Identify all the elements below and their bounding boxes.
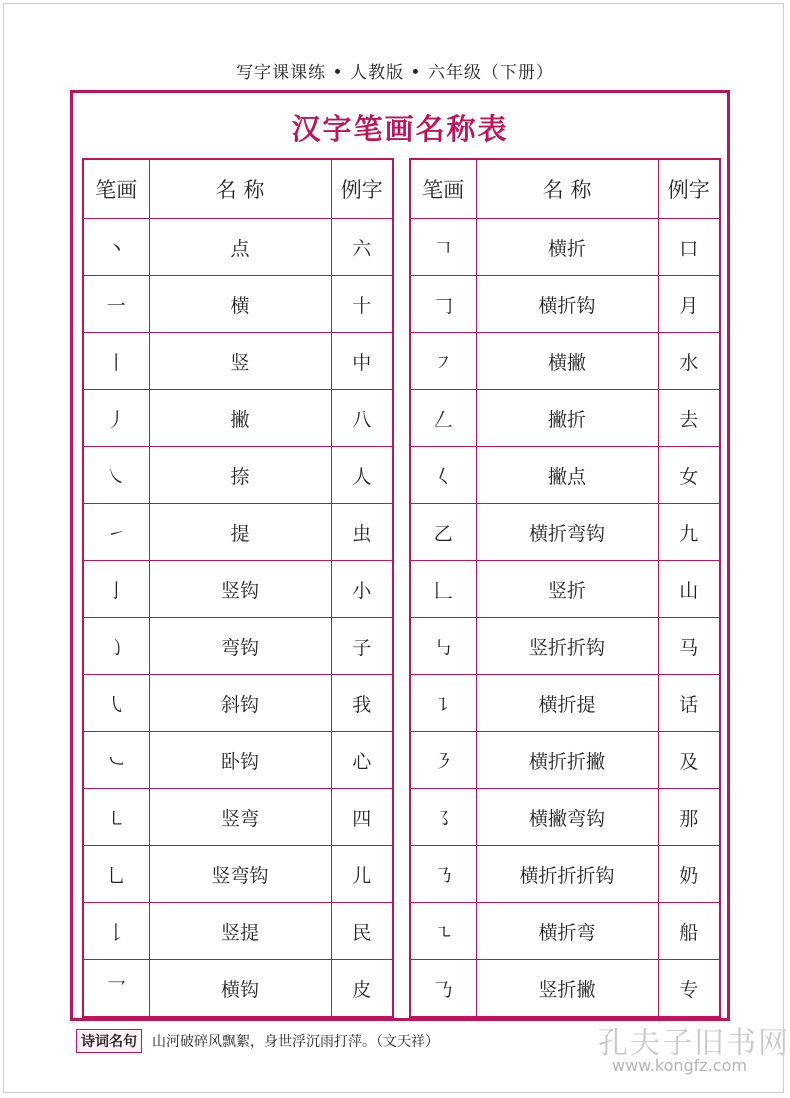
stroke-name: 横钩	[149, 960, 331, 1018]
example-char: 子	[331, 618, 393, 675]
example-char: 那	[658, 789, 720, 846]
column-header-example: 例字	[331, 159, 393, 219]
table-row	[83, 960, 393, 1018]
stroke-glyph: 丶	[83, 219, 149, 276]
table-header-row	[410, 159, 720, 219]
stroke-name: 横撇弯钩	[476, 789, 658, 846]
example-char: 及	[658, 732, 720, 789]
stroke-name: 卧钩	[149, 732, 331, 789]
table-row	[410, 504, 720, 561]
table-row	[83, 789, 393, 846]
stroke-name: 竖折折钩	[476, 618, 658, 675]
table-row	[410, 276, 720, 333]
table-row	[83, 219, 393, 276]
table-row	[83, 561, 393, 618]
poem-footer	[76, 1030, 439, 1052]
example-char: 水	[658, 333, 720, 390]
column-header-name: 名 称	[149, 159, 331, 219]
example-char: 四	[331, 789, 393, 846]
stroke-name: 横折	[476, 219, 658, 276]
stroke-name: 横折提	[476, 675, 658, 732]
table-row	[83, 276, 393, 333]
example-char: 话	[658, 675, 720, 732]
table-row	[83, 504, 393, 561]
example-char: 民	[331, 903, 393, 960]
example-char: 十	[331, 276, 393, 333]
stroke-glyph: ㇀	[83, 504, 149, 561]
stroke-glyph: ㇏	[83, 447, 149, 504]
column-header-example: 例字	[658, 159, 720, 219]
stroke-name: 竖折撇	[476, 960, 658, 1018]
column-header-stroke: 笔画	[83, 159, 149, 219]
example-char: 八	[331, 390, 393, 447]
table-row	[83, 447, 393, 504]
stroke-glyph: 亅	[83, 561, 149, 618]
stroke-glyph: 丿	[83, 390, 149, 447]
table-header-row	[83, 159, 393, 219]
page-header: 写字课课练 • 人教版 • 六年级（下册）	[236, 63, 554, 83]
stroke-table-right	[409, 158, 721, 1018]
stroke-glyph: ㇄	[83, 789, 149, 846]
table-row	[410, 903, 720, 960]
stroke-name: 竖弯钩	[149, 846, 331, 903]
example-char: 心	[331, 732, 393, 789]
table-row	[83, 618, 393, 675]
stroke-glyph: ㇊	[410, 675, 476, 732]
table-row	[410, 789, 720, 846]
table-row	[410, 390, 720, 447]
stroke-glyph: 乛	[83, 960, 149, 1018]
example-char: 去	[658, 390, 720, 447]
stroke-glyph: ㇋	[410, 732, 476, 789]
table-row	[410, 675, 720, 732]
stroke-glyph: ㇇	[410, 333, 476, 390]
table-row	[83, 846, 393, 903]
stroke-glyph: ㇌	[410, 789, 476, 846]
poem-tag: 诗词名句	[76, 1029, 142, 1053]
stroke-glyph: 丨	[83, 333, 149, 390]
stroke-glyph: ㇁	[83, 618, 149, 675]
stroke-name: 竖提	[149, 903, 331, 960]
stroke-glyph: ㇡	[410, 846, 476, 903]
example-char: 女	[658, 447, 720, 504]
stroke-glyph: 𠃊	[410, 561, 476, 618]
table-row	[410, 960, 720, 1018]
stroke-name: 横折弯	[476, 903, 658, 960]
stroke-name: 撇	[149, 390, 331, 447]
stroke-name: 竖钩	[149, 561, 331, 618]
watermark-url: www.kongfz.com	[612, 1056, 747, 1075]
stroke-name: 横撇	[476, 333, 658, 390]
stroke-glyph: 𠃍	[410, 219, 476, 276]
stroke-name: 撇点	[476, 447, 658, 504]
example-char: 我	[331, 675, 393, 732]
table-row	[410, 732, 720, 789]
stroke-glyph: 乙	[410, 504, 476, 561]
example-char: 九	[658, 504, 720, 561]
stroke-name: 弯钩	[149, 618, 331, 675]
stroke-name: 斜钩	[149, 675, 331, 732]
stroke-glyph: 乚	[83, 846, 149, 903]
table-row	[410, 618, 720, 675]
table-row	[410, 333, 720, 390]
example-char: 专	[658, 960, 720, 1018]
example-char: 月	[658, 276, 720, 333]
stroke-glyph: 𠃋	[410, 390, 476, 447]
table-row	[410, 219, 720, 276]
example-char: 人	[331, 447, 393, 504]
stroke-glyph: 𠃌	[410, 276, 476, 333]
example-char: 山	[658, 561, 720, 618]
stroke-glyph: ㇃	[83, 732, 149, 789]
stroke-glyph: ㇍	[410, 903, 476, 960]
example-char: 六	[331, 219, 393, 276]
stroke-glyph: 𡿨	[410, 447, 476, 504]
stroke-glyph: 𠄎	[410, 960, 476, 1018]
stroke-glyph: 𠄌	[83, 903, 149, 960]
table-title: 汉字笔画名称表	[291, 112, 509, 146]
table-row	[83, 675, 393, 732]
example-char: 中	[331, 333, 393, 390]
example-char: 皮	[331, 960, 393, 1018]
example-char: 小	[331, 561, 393, 618]
stroke-glyph: ㇉	[410, 618, 476, 675]
stroke-name: 竖弯	[149, 789, 331, 846]
table-row	[83, 333, 393, 390]
table-row	[83, 390, 393, 447]
watermark-logo: 孔夫子旧书网	[598, 1026, 790, 1061]
example-char: 口	[658, 219, 720, 276]
table-row	[410, 561, 720, 618]
stroke-name: 横	[149, 276, 331, 333]
example-char: 马	[658, 618, 720, 675]
table-row	[410, 447, 720, 504]
stroke-name: 点	[149, 219, 331, 276]
stroke-name: 横折钩	[476, 276, 658, 333]
column-header-stroke: 笔画	[410, 159, 476, 219]
example-char: 儿	[331, 846, 393, 903]
example-char: 奶	[658, 846, 720, 903]
stroke-glyph: 一	[83, 276, 149, 333]
stroke-glyph: ㇂	[83, 675, 149, 732]
stroke-name: 竖折	[476, 561, 658, 618]
table-row	[410, 846, 720, 903]
stroke-name: 横折弯钩	[476, 504, 658, 561]
stroke-table-card	[70, 90, 730, 1021]
poem-quote: 山河破碎风飘絮，身世浮沉雨打萍。（文天祥）	[152, 1034, 439, 1050]
table-row	[83, 903, 393, 960]
table-row	[83, 732, 393, 789]
column-header-name: 名 称	[476, 159, 658, 219]
stroke-table-left	[82, 158, 394, 1018]
example-char: 船	[658, 903, 720, 960]
stroke-name: 横折折折钩	[476, 846, 658, 903]
stroke-name: 撇折	[476, 390, 658, 447]
stroke-name: 提	[149, 504, 331, 561]
stroke-name: 竖	[149, 333, 331, 390]
example-char: 虫	[331, 504, 393, 561]
stroke-name: 捺	[149, 447, 331, 504]
stroke-name: 横折折撇	[476, 732, 658, 789]
